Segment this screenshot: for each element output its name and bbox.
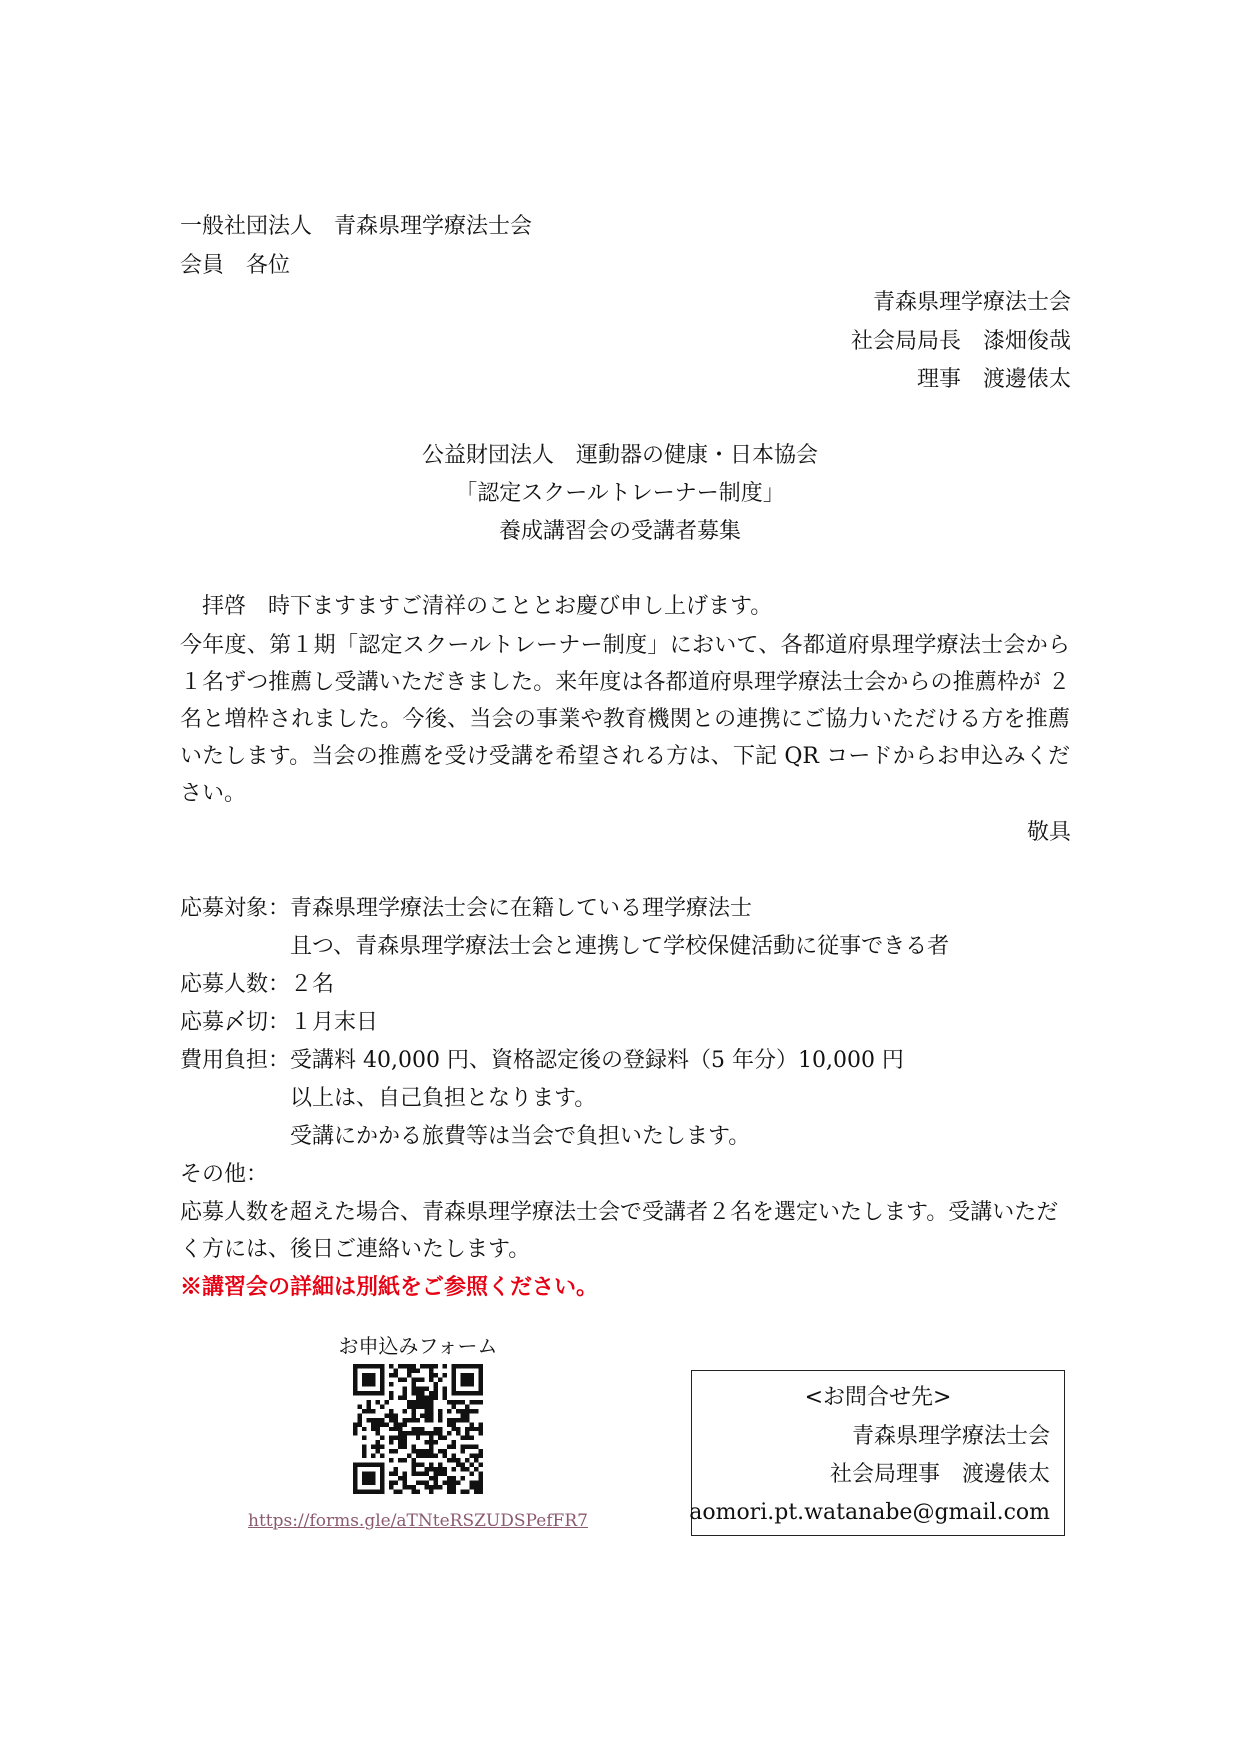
- body-paragraph: 今年度、第１期「認定スクールトレーナー制度」において、各都道府県理学療法士会から１名ずつ推薦し受講いただきました。来年度は各都道府県理学療法士会からの推薦枠が ２ 名と増枠されました。今後、当会の事業や教育機関との連携にご協力いただける方を推薦いたします。当会の推薦を受け受講を希望される方は、下記 QR コードからお申込みください。: [180, 633, 1070, 806]
- target-label: 応募対象：: [180, 896, 291, 921]
- cost-value-3: 受講にかかる旅費等は当会で負担いたします。: [290, 1124, 751, 1149]
- title-line-1: 公益財団法人 運動器の健康・日本協会: [421, 443, 818, 468]
- contact-email[interactable]: aomori.pt.watanabe@gmail.com: [689, 1500, 1050, 1525]
- target-value-2: 且つ、青森県理学療法士会と連携して学校保健活動に従事できる者: [290, 934, 950, 959]
- sender-line-2: 理事 渡邊俵太: [916, 367, 1071, 392]
- cost-label: 費用負担：: [180, 1048, 291, 1073]
- greeting: 拝啓 時下ますますご清祥のこととお慶び申し上げます。: [180, 594, 773, 619]
- form-url-link[interactable]: https://forms.gle/aTNteRSZUDSPefFR7: [248, 1511, 588, 1531]
- recipient: 会員 各位: [180, 253, 291, 278]
- deadline-value: １月末日: [290, 1010, 379, 1035]
- title-line-2: 「認定スクールトレーナー制度」: [455, 481, 785, 506]
- qr-code[interactable]: [353, 1364, 483, 1494]
- title-line-3: 養成講習会の受講者募集: [498, 519, 741, 544]
- sender-line-1: 社会局局長 漆畑俊哉: [850, 329, 1071, 354]
- notice: ※講習会の詳細は別紙をご参照ください。: [180, 1274, 599, 1300]
- form-label: お申込みフォーム: [338, 1334, 498, 1358]
- sender-org: 青森県理学療法士会: [872, 290, 1071, 315]
- contact-org: 青森県理学療法士会: [851, 1424, 1050, 1449]
- contact-person: 社会局理事 渡邊俵太: [829, 1462, 1050, 1487]
- target-value-1: 青森県理学療法士会に在籍している理学療法士: [290, 896, 753, 921]
- closing: 敬具: [1026, 820, 1071, 845]
- contact-title: <お問合せ先>: [804, 1385, 952, 1410]
- cost-value-1: 受講料 40,000 円、資格認定後の登録料（5 年分）10,000 円: [290, 1048, 904, 1073]
- count-label: 応募人数：: [180, 972, 291, 997]
- count-value: ２名: [290, 972, 335, 997]
- deadline-label: 応募〆切：: [180, 1010, 291, 1035]
- other-label: その他：: [180, 1162, 269, 1187]
- other-value: 応募人数を超えた場合、青森県理学療法士会で受講者２名を選定いたします。受講いただく方には、後日ご連絡いたします。: [180, 1200, 1059, 1262]
- recipient-org: 一般社団法人 青森県理学療法士会: [180, 214, 533, 239]
- cost-value-2: 以上は、自己負担となります。: [290, 1086, 597, 1111]
